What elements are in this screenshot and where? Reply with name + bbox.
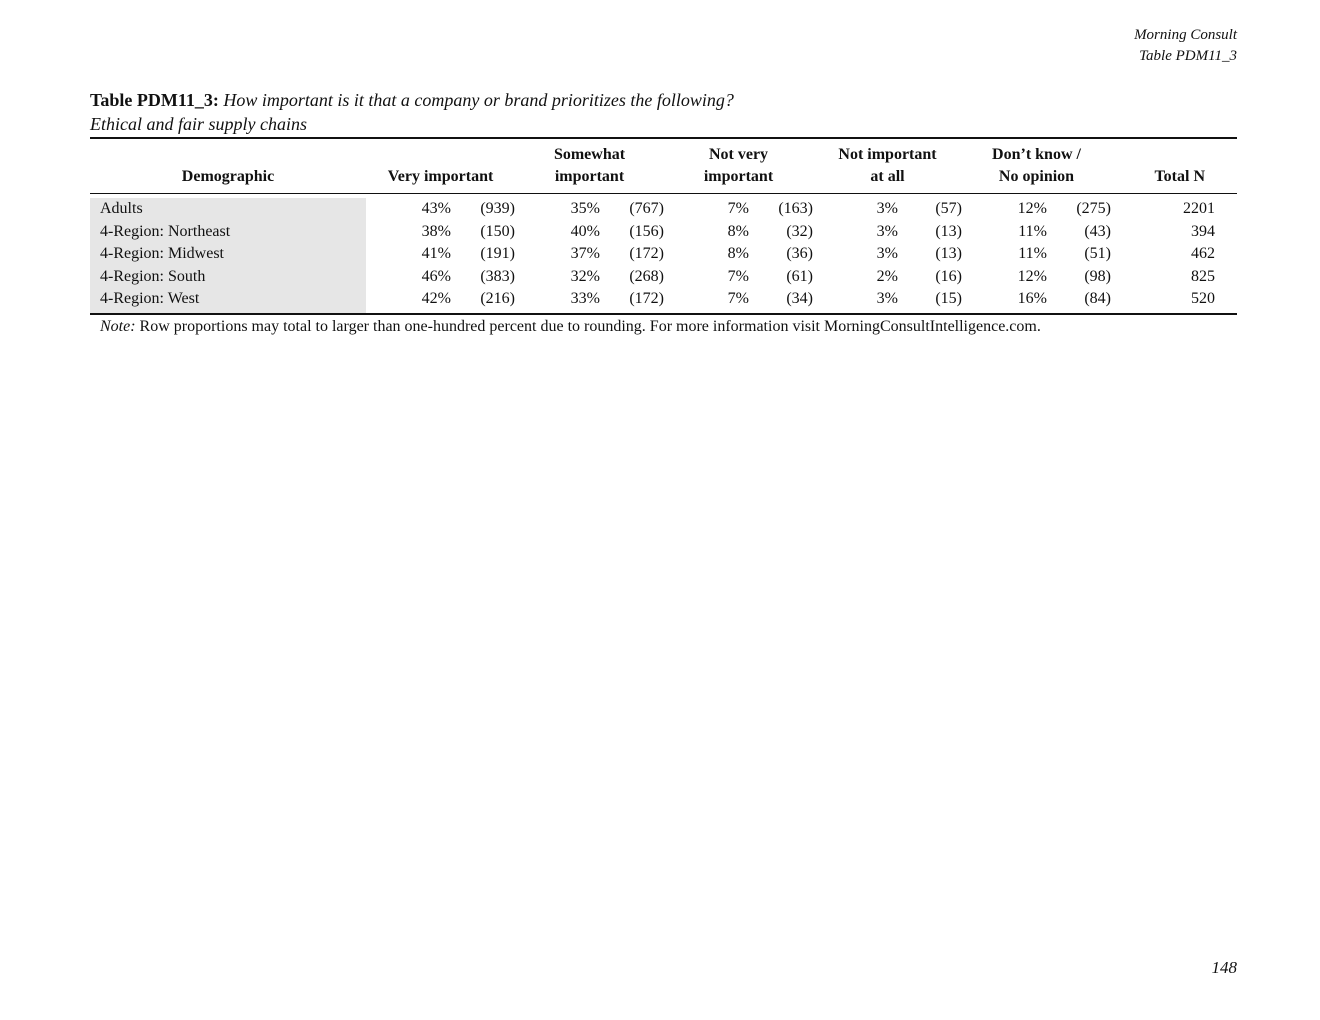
col-dont-know xyxy=(962,138,1111,194)
page-header xyxy=(1134,25,1237,67)
table-row xyxy=(90,288,1237,314)
col-not-important-line2: at all xyxy=(870,168,905,185)
cell-somewhat-important-percent: 33% xyxy=(570,290,600,307)
cell-not-important-at-all-percent: 2% xyxy=(876,267,898,285)
cell-dont-know-percent: 11% xyxy=(1018,245,1047,262)
note-text: Row proportions may total to larger than one-hundred percent due to rounding. For more information visit MorningConsultIntelligence.com. xyxy=(139,317,1041,335)
cell-total-n: 462 xyxy=(1191,245,1215,262)
cell-dont-know-percent: 11% xyxy=(1018,222,1047,240)
results-table xyxy=(90,137,1237,338)
table-note xyxy=(90,314,1237,338)
cell-spacer xyxy=(664,221,704,244)
cell-not-very-important-count: (61) xyxy=(786,267,813,285)
cell-somewhat-important-percent: 32% xyxy=(570,267,600,285)
cell-spacer xyxy=(962,221,1002,244)
cell-total-n: 520 xyxy=(1191,290,1215,307)
header-table-id: Table PDM11_3 xyxy=(1139,48,1237,64)
cell-not-important-at-all-percent: 3% xyxy=(876,290,898,307)
cell-not-important-at-all-percent: 3% xyxy=(876,200,898,217)
table-note-row xyxy=(90,314,1237,338)
cell-somewhat-important-percent: 40% xyxy=(570,222,600,240)
cell-not-very-important-count: (163) xyxy=(778,200,813,217)
cell-not-very-important-percent: 8% xyxy=(727,222,749,240)
cell-not-very-important-percent: 7% xyxy=(727,267,749,285)
cell-dont-know-count: (43) xyxy=(1084,222,1111,240)
cell-very-important-percent: 38% xyxy=(421,222,451,240)
col-dont-know-line2: No opinion xyxy=(998,168,1075,185)
header-org: Morning Consult xyxy=(1134,27,1237,43)
col-dont-know-line1: Don’t know / xyxy=(992,146,1081,163)
cell-spacer xyxy=(515,198,555,221)
cell-somewhat-important-count: (172) xyxy=(629,290,664,307)
row-demographic-label: 4-Region: South xyxy=(90,266,366,289)
table-title xyxy=(90,88,734,136)
cell-dont-know-percent: 16% xyxy=(1017,290,1047,307)
cell-dont-know-count: (98) xyxy=(1084,267,1111,285)
cell-very-important-count: (216) xyxy=(480,290,515,307)
cell-spacer xyxy=(813,221,853,244)
cell-somewhat-important-count: (767) xyxy=(629,200,664,217)
cell-very-important-count: (383) xyxy=(480,267,515,285)
cell-spacer xyxy=(515,266,555,289)
cell-dont-know-percent: 12% xyxy=(1017,267,1047,285)
cell-spacer xyxy=(366,198,406,221)
cell-spacer xyxy=(515,221,555,244)
table-subtitle: Ethical and fair supply chains xyxy=(90,114,307,134)
cell-not-important-at-all-percent: 3% xyxy=(876,222,898,240)
cell-total-n: 2201 xyxy=(1183,200,1215,217)
cell-spacer xyxy=(962,243,1002,266)
cell-not-important-at-all-percent: 3% xyxy=(876,245,898,262)
cell-very-important-percent: 43% xyxy=(421,200,451,217)
cell-spacer xyxy=(813,243,853,266)
cell-not-important-at-all-count: (13) xyxy=(935,245,962,262)
cell-spacer xyxy=(664,266,704,289)
cell-not-very-important-count: (34) xyxy=(786,290,813,307)
col-very-important xyxy=(366,138,515,194)
cell-very-important-percent: 41% xyxy=(421,245,451,262)
col-not-important-line1: Not important xyxy=(838,146,937,163)
cell-dont-know-count: (275) xyxy=(1076,200,1111,217)
table-header-row xyxy=(90,138,1237,194)
cell-dont-know-percent: 12% xyxy=(1017,200,1047,217)
cell-spacer xyxy=(813,266,853,289)
col-somewhat-line2: important xyxy=(554,168,625,185)
cell-somewhat-important-percent: 37% xyxy=(570,245,600,262)
cell-spacer xyxy=(813,198,853,221)
cell-very-important-count: (191) xyxy=(480,245,515,262)
cell-spacer xyxy=(664,288,704,314)
cell-dont-know-count: (84) xyxy=(1084,290,1111,307)
col-somewhat-important xyxy=(515,138,664,194)
cell-spacer xyxy=(366,221,406,244)
cell-dont-know-count: (51) xyxy=(1084,245,1111,262)
col-not-very-line1: Not very xyxy=(708,146,769,163)
cell-spacer xyxy=(813,288,853,314)
cell-not-very-important-count: (36) xyxy=(786,245,813,262)
cell-spacer xyxy=(366,243,406,266)
cell-somewhat-important-count: (172) xyxy=(629,245,664,262)
row-demographic-label: 4-Region: West xyxy=(90,288,366,314)
table-row xyxy=(90,198,1237,221)
cell-somewhat-important-count: (268) xyxy=(629,267,664,285)
cell-spacer xyxy=(366,266,406,289)
row-demographic-label: 4-Region: Midwest xyxy=(90,243,366,266)
cell-not-important-at-all-count: (16) xyxy=(935,267,962,285)
cell-spacer xyxy=(515,243,555,266)
cell-very-important-count: (150) xyxy=(480,222,515,240)
col-not-very-important xyxy=(664,138,813,194)
cell-somewhat-important-percent: 35% xyxy=(570,200,600,217)
col-not-important-at-all xyxy=(813,138,962,194)
cell-spacer xyxy=(515,288,555,314)
table-row xyxy=(90,266,1237,289)
cell-not-important-at-all-count: (13) xyxy=(935,222,962,240)
cell-total-n: 825 xyxy=(1191,267,1215,285)
cell-spacer xyxy=(664,198,704,221)
cell-total-n: 394 xyxy=(1191,222,1215,240)
row-demographic-label: 4-Region: Northeast xyxy=(90,221,366,244)
cell-spacer xyxy=(962,266,1002,289)
row-demographic-label: Adults xyxy=(90,198,366,221)
col-demographic: Demographic xyxy=(90,138,366,194)
note-label: Note: xyxy=(100,317,136,335)
cell-not-important-at-all-count: (15) xyxy=(935,290,962,307)
cell-not-very-important-count: (32) xyxy=(786,222,813,240)
col-very-important-label: Very important xyxy=(387,168,494,185)
cell-not-very-important-percent: 7% xyxy=(727,200,749,217)
cell-very-important-percent: 46% xyxy=(421,267,451,285)
table-row xyxy=(90,221,1237,244)
page-number: 148 xyxy=(1211,958,1237,977)
table-title-question: How important is it that a company or brand prioritizes the following? xyxy=(223,90,734,110)
table-title-label: Table PDM11_3: xyxy=(90,90,219,110)
cell-spacer xyxy=(962,198,1002,221)
cell-very-important-count: (939) xyxy=(480,200,515,217)
cell-not-very-important-percent: 7% xyxy=(727,290,749,307)
table-body xyxy=(90,194,1237,314)
cell-somewhat-important-count: (156) xyxy=(629,222,664,240)
col-somewhat-line1: Somewhat xyxy=(553,146,626,163)
cell-spacer xyxy=(962,288,1002,314)
cell-not-important-at-all-count: (57) xyxy=(935,200,962,217)
cell-very-important-percent: 42% xyxy=(421,290,451,307)
cell-spacer xyxy=(366,288,406,314)
col-not-very-line2: important xyxy=(703,168,774,185)
col-total-n: Total N xyxy=(1111,138,1237,194)
table-row xyxy=(90,243,1237,266)
cell-not-very-important-percent: 8% xyxy=(727,245,749,262)
cell-spacer xyxy=(664,243,704,266)
